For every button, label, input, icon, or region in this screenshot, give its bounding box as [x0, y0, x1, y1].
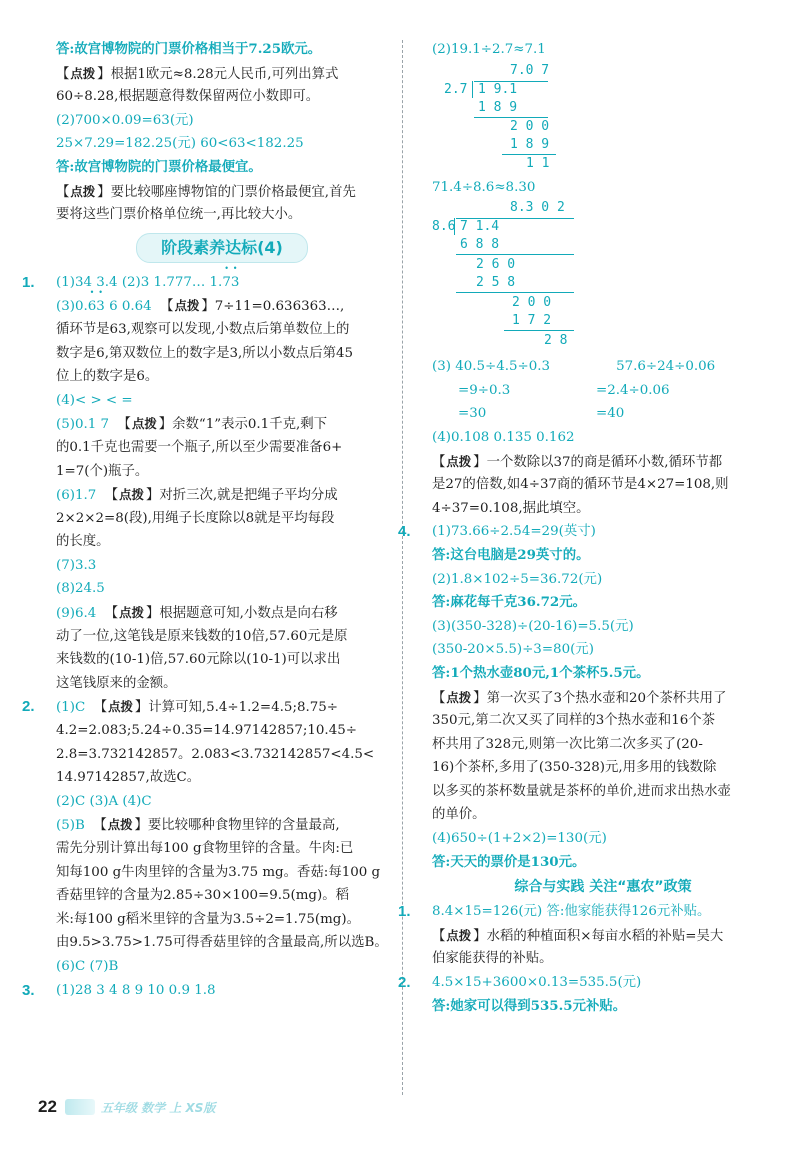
answer-text: 4.5×15+3600×0.13=535.5(元) [432, 975, 642, 991]
expression: (3) 40.5÷4.5÷0.3 [432, 359, 551, 375]
answer-line: 答:故宫博物院的门票价格相当于7.25欧元。 [56, 41, 322, 57]
calc-line: (350-20×5.5)÷3=80(元) [432, 642, 594, 658]
remainder: 2 8 [544, 333, 568, 349]
calc-line: 25×7.29=182.25(元) 60<63<182.25 [56, 136, 304, 152]
answer-text: (1)C [56, 700, 86, 716]
right-column [398, 38, 774, 1018]
calc-line [432, 379, 774, 403]
answer-line: (6)C (7)B [56, 958, 119, 974]
answer-text: 8.4×15=126(元) 答:他家能获得126元补贴。 [432, 904, 711, 920]
answer-text: (1)28 3 4 8 9 10 0.9 1.8 [56, 982, 216, 998]
answer-line: (7)3.3 [56, 557, 97, 573]
tip-text: 一个数除以37的商是循环小数,循环节都 [486, 454, 723, 470]
series-label: 五年级 数学 上 XS版 [100, 1100, 216, 1115]
text-line: 的长度。 [56, 534, 110, 550]
text-line: 来钱数的(10-1)倍,57.60元除以(10-1)可以求出 [56, 652, 341, 668]
step: 1 8 9 [510, 136, 550, 152]
text-line: 这笔钱原来的金额。 [56, 675, 177, 691]
question-1-line: (3)0.• 6• 3 6 0.64 【点拨 】7÷11=0.636363…, [56, 294, 390, 318]
section-title: 综合与实践 关注“惠农”政策 [514, 879, 692, 896]
tip-text: 根据题意可知,小数点是向右移 [159, 606, 338, 622]
step: 2 5 8 [476, 275, 516, 291]
long-division-1 [432, 62, 774, 174]
calc-line: (2)700×0.09=63(元) [56, 112, 194, 128]
answer-line: 答:1个热水壶80元,1个茶杯5.5元。 [432, 664, 650, 681]
step-line [456, 254, 574, 255]
step: 2 6 0 [476, 257, 516, 273]
tip-label: 点拨 [446, 453, 472, 469]
tip-text: 余数“1”表示0.1千克,剩下 [172, 417, 328, 433]
text-line: 需先分别计算出每100 g食物里锌的含量。牛肉:已 [56, 841, 354, 856]
text-line: 2×2×2=8(段),用绳子长度除以8就是平均每段 [56, 510, 335, 526]
step: 2 0 0 [512, 295, 552, 311]
tip-label: 点拨 [446, 689, 472, 705]
answer-line: 答:麻花每千克36.72元。 [432, 594, 586, 611]
brand-logo [65, 1099, 95, 1115]
tip-line: (6)1.7 【点拨 】对折三次,就是把绳子平均分成 [56, 483, 390, 507]
section-banner: 阶段素养达标(4) [136, 233, 308, 263]
tip-line: 【点拨 】第一次买了3个热水壶和20个茶杯共用了 [432, 686, 774, 710]
question-2-line: 2. (1)C 【点拨 】计算可知,5.4÷1.2=4.5;8.75÷ [56, 695, 390, 719]
tip-line: 【点拨 】一个数除以37的商是循环小数,循环节都 [432, 450, 774, 474]
repeating-digit: • 3 [231, 275, 240, 290]
repeating-digit: • 6 [88, 299, 97, 314]
expression: 57.6÷24÷0.06 [616, 359, 716, 375]
text-line: 的0.1千克也需要一个瓶子,所以至少需要准备6+ [56, 439, 343, 455]
tip-line: 【点拨 】水稻的种植面积×每亩水稻的补贴=吴大 [432, 924, 774, 948]
expression: =9÷0.3 [458, 382, 511, 398]
text-line: 350元,第二次又买了同样的3个热水壶和16个茶 [432, 713, 716, 729]
page-number: 22 [38, 1097, 57, 1116]
expression: =2.4÷0.06 [596, 382, 670, 398]
step: 6 8 8 [460, 237, 500, 253]
text-line: 由9.5>3.75>1.75可得香菇里锌的含量最高,所以选B。 [56, 935, 388, 951]
text-line: 要将这些门票价格单位统一,再比较大小。 [56, 207, 302, 223]
answer-text: 6 0.64 [104, 299, 152, 315]
division-bracket [472, 81, 473, 98]
question-number: 2. [398, 974, 411, 992]
answer-text: (1)34 3.4 (2)3 1.777… 1. [56, 274, 223, 290]
practice-1-line [398, 900, 774, 924]
tip-line: 【点拨 】根据1欧元≈8.28元人民币,可列出算式 [56, 62, 390, 86]
text-line: 60÷8.28,根据题意得数保留两位小数即可。 [56, 89, 320, 105]
calc-line [432, 402, 774, 426]
left-column [22, 38, 390, 1002]
text-line: 16)个茶杯,多用了(350-328)元,用多用的钱数除 [432, 760, 717, 776]
divisor: 2.7 [444, 81, 468, 97]
question-number: 3. [22, 981, 35, 999]
question-number: 4. [398, 523, 411, 541]
answer-line: (2)C (3)A (4)C [56, 793, 152, 809]
text-line: 1=7(个)瓶子。 [56, 463, 149, 479]
text-line: 以多买的茶杯数量就是茶杯的单价,进而求出热水壶 [432, 783, 731, 799]
text-line: 循环节是63,观察可以发现,小数点后第单数位上的 [56, 321, 350, 337]
tip-label: 点拨 [174, 298, 200, 314]
answer-line: 答:她家可以得到535.5元补贴。 [432, 997, 627, 1014]
column-divider [402, 40, 403, 1095]
answer-text: (3)0. [56, 299, 88, 315]
text-line: 4.2=2.083;5.24÷0.35=14.97142857;10.45÷ [56, 723, 357, 739]
answer-text: (6)1.7 [56, 488, 97, 504]
text-line: 4÷37=0.108,据此填空。 [432, 500, 590, 516]
calc-line: (2)19.1÷2.7≈7.1 [432, 42, 546, 57]
answer-line: 答:故宫博物院的门票价格最便宜。 [56, 158, 262, 175]
expression: =30 [458, 406, 487, 422]
tip-text: 根据1欧元≈8.28元人民币,可列出算式 [110, 66, 339, 82]
tip-text: 计算可知,5.4÷1.2=4.5;8.75÷ [148, 700, 338, 716]
answer-line: 答:这台电脑是29英寸的。 [432, 546, 590, 563]
tip-label: 点拨 [70, 183, 96, 199]
text-line: 伯家能获得的补贴。 [432, 951, 553, 967]
page-footer [38, 1096, 215, 1118]
quotient: 8.3 0 2 [510, 200, 565, 216]
step: 1 8 9 [478, 99, 518, 115]
tip-text: 对折三次,就是把绳子平均分成 [159, 488, 338, 504]
expression: =40 [596, 406, 625, 422]
text-line: 2.8=3.732142857。2.083<3.732142857<4.5< [56, 746, 375, 762]
step: 1 7 2 [512, 313, 552, 329]
text-line: 的单价。 [432, 807, 486, 823]
tip-label: 点拨 [446, 927, 472, 943]
practice-2-line [398, 971, 774, 995]
quotient: 7.0 7 [510, 62, 550, 78]
text-line: 位上的数字是6。 [56, 369, 159, 385]
answer-text: (5)0.1 7 [56, 417, 110, 433]
repeating-digit: • 7 [222, 275, 231, 290]
step-line [456, 292, 574, 293]
answer-line: (4)< > < = [56, 392, 133, 408]
question-number: 2. [22, 698, 35, 716]
question-3-line [22, 979, 390, 1003]
calc-line: (2)1.8×102÷5=36.72(元) [432, 571, 603, 587]
calc-line: 71.4÷8.6≈8.30 [432, 179, 536, 195]
question-number: 1. [22, 273, 35, 291]
text-line: 香菇里锌的含量为2.85÷30×100=9.5(mg)。稻 [56, 888, 349, 904]
answer-line: (4)0.108 0.135 0.162 [432, 429, 575, 445]
dividend: 1 9.1 [478, 81, 518, 97]
tip-text: 第一次买了3个热水壶和20个茶杯共用了 [486, 690, 727, 706]
tip-label: 点拨 [119, 487, 144, 503]
tip-line: (9)6.4 【点拨 】根据题意可知,小数点是向右移 [56, 601, 390, 625]
tip-label: 点拨 [107, 817, 133, 833]
text-line: 14.97142857,故选C。 [56, 770, 201, 786]
text-line: 动了一位,这笔钱是原来钱数的10倍,57.60元是原 [56, 628, 348, 644]
answer-line: 答:天天的票价是130元。 [432, 853, 586, 870]
answer-text: (9)6.4 [56, 606, 97, 622]
remainder: 1 1 [526, 155, 550, 171]
long-division-2 [432, 199, 774, 351]
tip-line: (5)B 【点拨 】要比较哪种食物里锌的含量最高, [56, 813, 390, 837]
answer-line: (8)24.5 [56, 581, 105, 597]
text-line: 是27的倍数,如4÷37商的循环节是4×27=108,则 [432, 477, 729, 493]
step: 2 0 0 [510, 118, 550, 134]
tip-label: 点拨 [108, 699, 133, 715]
tip-label: 点拨 [70, 65, 96, 81]
question-number: 1. [398, 903, 411, 921]
tip-text: 要比较哪种食物里锌的含量最高, [147, 818, 340, 834]
tip-line: 【点拨 】要比较哪座博物馆的门票价格最便宜,首先 [56, 180, 390, 204]
tip-label: 点拨 [131, 416, 157, 432]
calc-line: (4)650÷(1+2×2)=130(元) [432, 831, 607, 847]
tip-text: 水稻的种植面积×每亩水稻的补贴=吴大 [486, 928, 724, 944]
tip-label: 点拨 [119, 605, 144, 621]
calc-line: (3)(350-328)÷(20-16)=5.5(元) [432, 618, 634, 634]
dividend: 7 1.4 [460, 219, 500, 235]
repeating-digit: • 3 [96, 299, 105, 314]
text-line: 知每100 g牛肉里锌的含量为3.75 mg。香菇:每100 g [56, 864, 381, 880]
question-4-line [398, 520, 774, 544]
answer-text: (5)B [56, 818, 85, 834]
text-line: 数字是6,第双数位上的数字是3,所以小数点后第45 [56, 345, 354, 361]
question-1-line [22, 271, 390, 295]
text-line: 米:每100 g稻米里锌的含量为3.5÷2=1.75(mg)。 [56, 911, 360, 927]
tip-text: 7÷11=0.636363…, [214, 299, 345, 315]
tip-text: 要比较哪座博物馆的门票价格最便宜,首先 [110, 184, 356, 200]
step-line [504, 330, 574, 331]
divisor: 8.6 [432, 219, 456, 235]
calc-line [432, 355, 774, 379]
text-line: 杯共用了328元,则第一次比第二次多买了(20- [432, 736, 703, 752]
tip-line: (5)0.1 7 【点拨 】余数“1”表示0.1千克,剩下 [56, 412, 390, 436]
answer-text: (1)73.66÷2.54=29(英寸) [432, 524, 596, 540]
